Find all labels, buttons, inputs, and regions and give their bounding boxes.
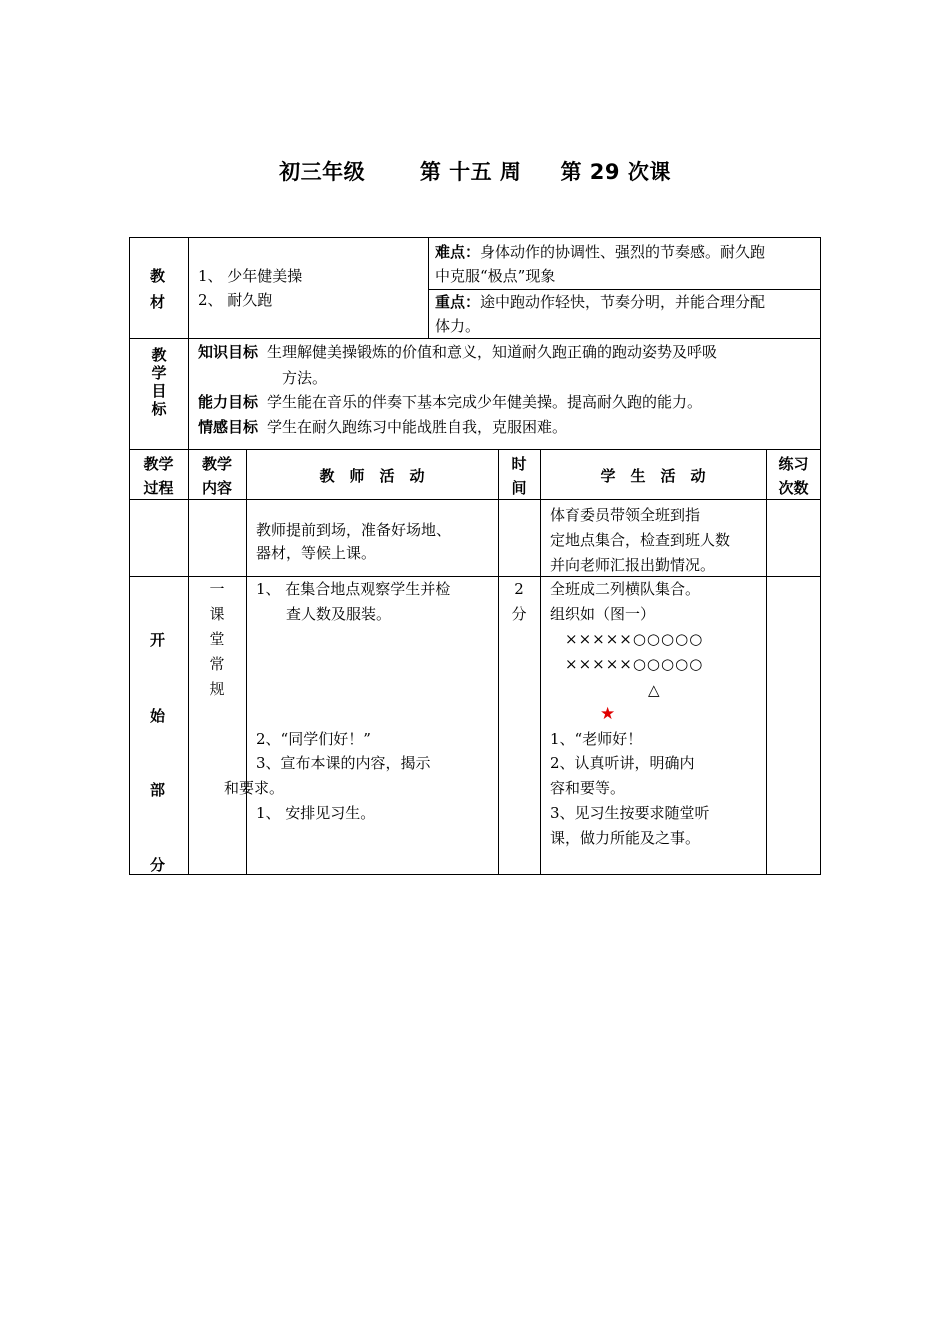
teacher-step-4: 1、 安排见习生。 <box>256 804 376 822</box>
teacher-position-triangle: △ <box>648 681 660 699</box>
pre-student-2: 定地点集合，检查到班人数 <box>550 531 731 549</box>
star-icon: ★ <box>600 704 616 724</box>
process-char: 开 <box>150 631 166 649</box>
formation-row-1: ×××××○○○○○ <box>565 630 704 648</box>
difficulty-label: 难点： <box>435 243 481 261</box>
divider <box>188 237 189 449</box>
pre-teacher-2: 器材，等候上课。 <box>256 544 377 562</box>
student-step-1: 全班成二列横队集合。 <box>550 580 701 598</box>
key-text-2: 体力。 <box>435 317 481 335</box>
divider <box>540 449 541 875</box>
student-step-4a: 2、认真听讲，明确内 <box>550 754 695 772</box>
objectives-label: 教 学 目 标 <box>151 346 167 418</box>
materials-label-1: 教 <box>150 267 166 285</box>
header-process: 教学 过程 <box>143 455 174 497</box>
divider <box>129 449 821 450</box>
student-step-3: 1、“老师好！ <box>550 730 643 748</box>
teacher-step-1b: 查人数及服装。 <box>286 605 392 623</box>
knowledge-label: 知识目标 <box>198 343 259 361</box>
student-step-4b: 容和要等。 <box>550 779 626 797</box>
time-cell: 2 分 <box>511 580 527 623</box>
title-grade: 初三年级 <box>279 160 366 184</box>
pre-student-1: 体育委员带领全班到指 <box>550 506 701 524</box>
knowledge-text-1: 生理解健美操锻炼的价值和意义，知道耐久跑正确的跑动姿势及呼吸 <box>267 343 718 361</box>
process-char: 始 <box>150 707 166 725</box>
teacher-step-3a: 3、宣布本课的内容，揭示 <box>256 754 431 772</box>
divider <box>428 237 429 338</box>
material-item-1: 1、 少年健美操 <box>198 267 303 285</box>
student-step-5a: 3、见习生按要求随堂听 <box>550 804 710 822</box>
key-label: 重点： <box>435 293 481 311</box>
header-student: 学 生 活 动 <box>600 467 706 485</box>
emotion-text: 学生在耐久跑练习中能战胜自我，克服困难。 <box>267 418 568 436</box>
divider <box>246 449 247 875</box>
materials-label-2: 材 <box>150 293 166 311</box>
header-practice: 练习 次数 <box>778 455 809 497</box>
title-lesson: 第 29 次课 <box>560 160 671 184</box>
title-week: 第 十五 周 <box>419 160 522 184</box>
teacher-step-1a: 1、 在集合地点观察学生并检 <box>256 580 451 598</box>
process-char: 部 <box>150 781 166 799</box>
process-char: 分 <box>150 856 166 874</box>
material-item-2: 2、 耐久跑 <box>198 291 273 309</box>
page-title <box>0 156 950 186</box>
ability-text: 学生能在音乐的伴奏下基本完成少年健美操。提高耐久跑的能力。 <box>267 393 703 411</box>
header-teacher: 教 师 活 动 <box>319 467 425 485</box>
student-step-2: 组织如（图一） <box>550 605 656 623</box>
emotion-label: 情感目标 <box>198 418 259 436</box>
teacher-step-3b: 和要求。 <box>224 779 285 797</box>
teacher-step-2: 2、“同学们好！” <box>256 730 371 748</box>
divider <box>129 338 821 339</box>
knowledge-text-2: 方法。 <box>282 369 328 387</box>
key-text-1: 途中跑动作轻快，节奏分明，并能合理分配 <box>480 293 766 311</box>
difficulty <box>435 240 765 264</box>
formation-row-2: ×××××○○○○○ <box>565 655 704 673</box>
divider <box>766 449 767 875</box>
pre-student-3: 并向老师汇报出勤情况。 <box>550 556 716 574</box>
difficulty-text-2: 中克服“极点”现象 <box>435 267 556 285</box>
header-content: 教学 内容 <box>201 455 232 497</box>
difficulty-text-1: 身体动作的协调性、强烈的节奏感。耐久跑 <box>480 243 766 261</box>
content-column: 一 课 堂 常 规 <box>209 580 225 698</box>
pre-teacher-1: 教师提前到场，准备好场地、 <box>256 521 452 539</box>
student-step-5b: 课，做力所能及之事。 <box>550 829 701 847</box>
divider <box>498 449 499 875</box>
key-point <box>435 290 765 314</box>
header-time: 时 间 <box>511 455 527 497</box>
ability-label: 能力目标 <box>198 393 259 411</box>
